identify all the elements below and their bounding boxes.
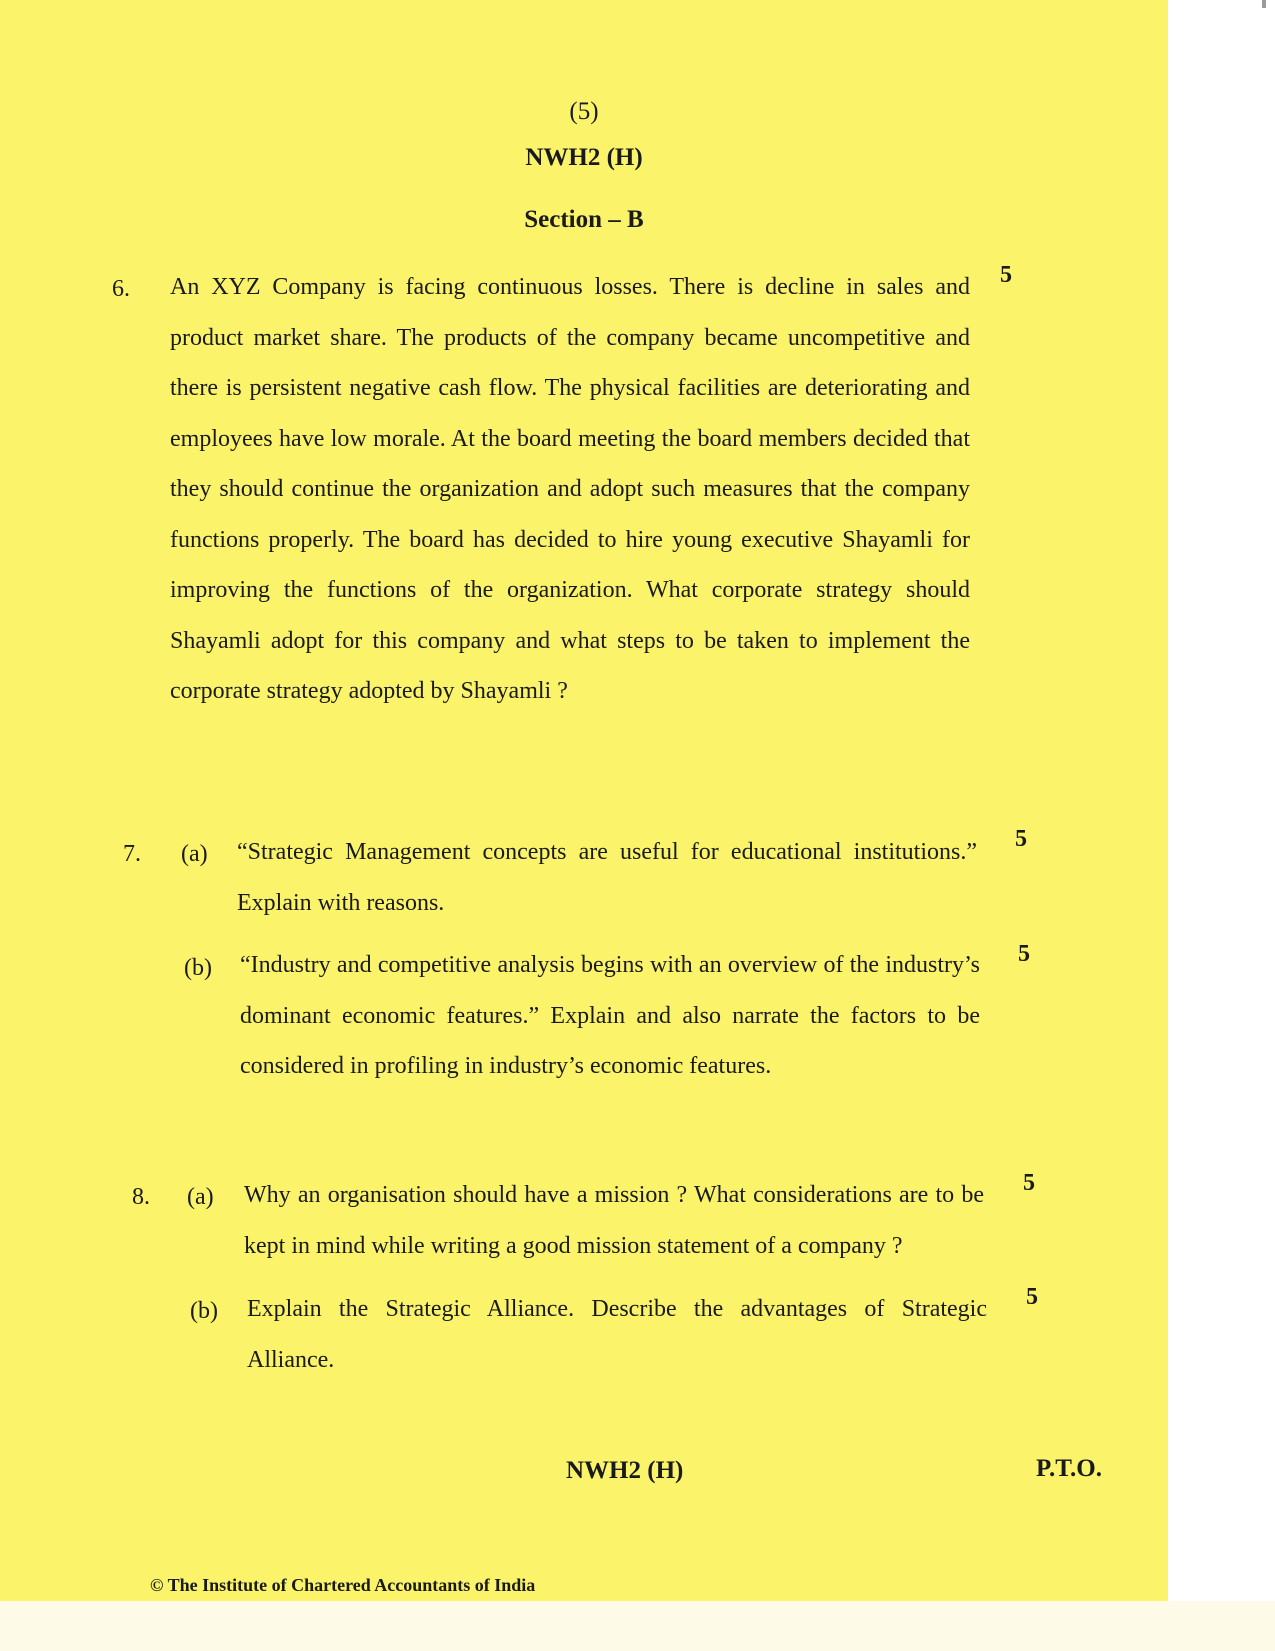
question-7-number: 7. (123, 841, 141, 867)
question-8b-marks: 5 (1026, 1284, 1038, 1310)
page-number: (5) (569, 98, 599, 125)
question-7a-marks: 5 (1015, 826, 1027, 852)
question-7a-label: (a) (181, 841, 208, 867)
question-8a-label: (a) (187, 1184, 214, 1210)
question-8b-body: Explain the Strategic Alliance. Describe the advantages of Strategic Alliance. (247, 1296, 987, 1373)
section-title: Section – B (524, 206, 644, 233)
paper-code-footer: NWH2 (H) (566, 1457, 684, 1484)
question-6-text (170, 262, 970, 717)
scan-bottom-margin (0, 1601, 1275, 1651)
question-6-number: 6. (112, 276, 130, 302)
question-8a-text (244, 1170, 984, 1271)
question-7a-body: “Strategic Management concepts are useful for educational institutions.” Explain with reasons. (237, 839, 977, 916)
question-6-marks: 5 (1000, 262, 1012, 288)
question-6-body: An XYZ Company is facing continuous losses. There is decline in sales and product market share. The products of the company became uncompetitive and there is persistent negative cash flow. The physical facilities are deteriorating and employees have low morale. At the board meeting the board members decided that they should continue the organization and adopt such measures that the company functions properly. The board has decided to hire young executive Shayamli for improving the functions of the organization. What corporate strategy should Shayamli adopt for this company and what steps to be taken to implement the corporate strategy adopted by Shayamli ? (170, 274, 970, 704)
scan-corner-mark (1262, 0, 1266, 8)
question-8-number: 8. (132, 1184, 150, 1210)
question-8b-label: (b) (190, 1298, 218, 1324)
question-7b-body: “Industry and competitive analysis begins with an overview of the industry’s dominant economic features.” Explain and also narrate the factors to be considered in profiling in industry’s economic features. (240, 952, 980, 1079)
question-7b-label: (b) (184, 955, 212, 981)
pto-label: P.T.O. (1036, 1455, 1102, 1482)
question-8a-body: Why an organisation should have a mission ? What considerations are to be kept in mind while writing a good mission statement of a company ? (244, 1182, 984, 1259)
question-8a-marks: 5 (1023, 1170, 1035, 1196)
question-7a-text (237, 827, 977, 928)
paper-code-header: NWH2 (H) (525, 144, 643, 171)
copyright-notice: © The Institute of Chartered Accountants of India (150, 1575, 536, 1595)
question-7b-text (240, 940, 980, 1092)
question-8b-text (247, 1284, 987, 1385)
question-7b-marks: 5 (1018, 941, 1030, 967)
